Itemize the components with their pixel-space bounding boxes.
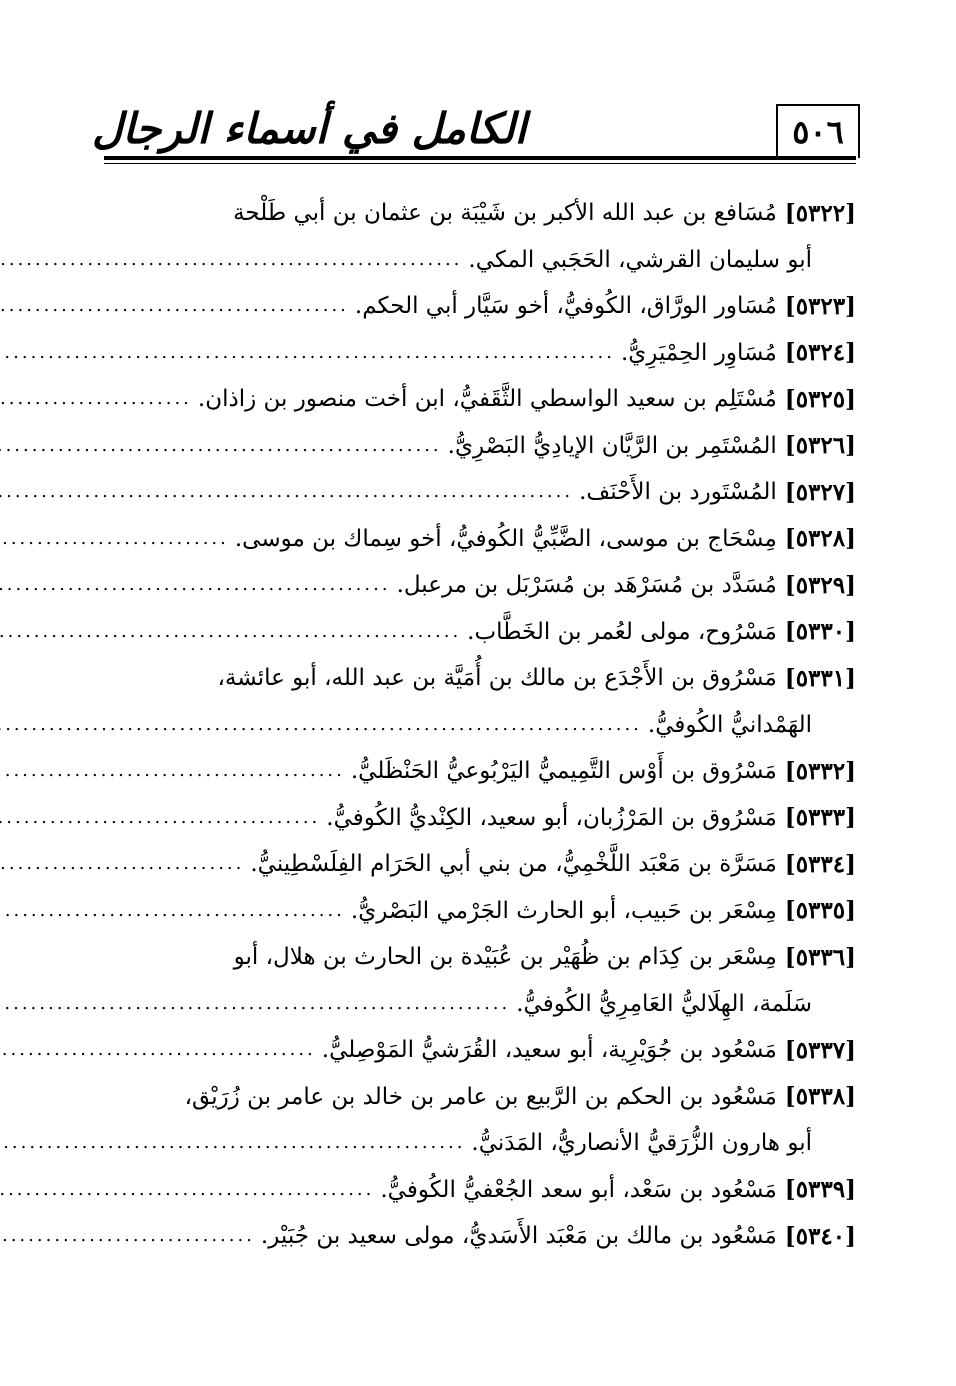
entry-line bbox=[104, 702, 856, 749]
entry-line bbox=[104, 562, 856, 609]
entry-line bbox=[104, 1167, 856, 1214]
entry-text: مِسْعَر بن حَبيب، أبو الحارث الجَرْمي البَصْريُّ. bbox=[350, 897, 777, 924]
entry-text: مُسَاوِر الحِمْيَرِيُّ. bbox=[620, 339, 777, 366]
entry-text: المُسْتَمِر بن الرَّيَّان الإيادِيُّ البَصْرِيُّ. bbox=[447, 432, 777, 459]
entry-text: مَسْعُود بن جُوَيْرِية، أبو سعيد، القُرَشيُّ المَوْصِليُّ. bbox=[321, 1037, 777, 1064]
leader-dots bbox=[0, 297, 349, 315]
entry-number: [٥٣٤٠] bbox=[784, 1222, 856, 1250]
leader-dots bbox=[0, 902, 345, 920]
leader-dots bbox=[0, 716, 642, 734]
leader-dots bbox=[0, 530, 229, 548]
entry-text: مَسْعُود بن سَعْد، أبو سعد الجُعْفيُّ الكُوفيُّ. bbox=[380, 1176, 777, 1203]
entry-number: [٥٣٣٤] bbox=[784, 850, 856, 878]
entry-line bbox=[104, 888, 856, 935]
entry-text: مَسَرَّة بن مَعْبَد اللَّخْمِيُّ، من بني أبي الحَرَام الفِلَسْطِينيُّ. bbox=[250, 851, 777, 878]
entry-number: [٥٣٢٨] bbox=[784, 525, 856, 553]
entry-line bbox=[104, 1213, 856, 1260]
page-number: ٥٠٦ bbox=[776, 104, 860, 158]
entry-text: أبو هارون الزُّرَقيُّ الأنصاريُّ، المَدَنيُّ. bbox=[471, 1130, 812, 1157]
entry-text: مَسْرُوق بن المَرْزُبان، أبو سعيد، الكِنْديُّ الكُوفيُّ. bbox=[326, 804, 777, 831]
entry-number: [٥٣٣٨] bbox=[784, 1083, 856, 1111]
entry-number: [٥٣٣٢] bbox=[784, 757, 856, 785]
entry-text: مِسْحَاج بن موسى، الضَّبِّيُّ الكُوفيُّ، أخو سِماك بن موسى. bbox=[234, 525, 777, 552]
entry-number: [٥٣٢٤] bbox=[784, 339, 856, 367]
entry-line bbox=[104, 609, 856, 656]
leader-dots bbox=[0, 623, 461, 641]
book-title: الكامل في أسماء الرجال bbox=[92, 104, 527, 153]
entry-line bbox=[104, 795, 856, 842]
entry-line bbox=[104, 841, 856, 888]
entry-number: [٥٣٢٧] bbox=[784, 478, 856, 506]
leader-dots bbox=[0, 576, 391, 594]
entry-text: مُسَدَّد بن مُسَرْهَد بن مُسَرْبَل بن مرعبل. bbox=[396, 572, 777, 599]
entry-line bbox=[104, 748, 856, 795]
entry-text: سَلَمة، الهِلَاليُّ العَامِرِيُّ الكُوفيُّ. bbox=[516, 990, 812, 1017]
entry-text: مُسَافع بن عبد الله الأكبر بن شَيْبَة بن عثمان بن أبي طَلْحة bbox=[233, 200, 777, 227]
entry-text: مِسْعَر بن كِدَام بن ظُهَيْر بن عُبَيْدة بن الحارث بن هلال، أبو bbox=[233, 944, 777, 971]
leader-dots bbox=[0, 437, 442, 455]
entry-line bbox=[104, 516, 856, 563]
entry-number: [٥٣٣١] bbox=[784, 664, 856, 692]
entry-text: مُسَاور الورَّاق، الكُوفيُّ، أخو سَيَّار أبي الحكم. bbox=[354, 293, 777, 320]
entry-line bbox=[104, 1074, 856, 1121]
entry-line bbox=[104, 283, 856, 330]
leader-dots bbox=[0, 995, 510, 1013]
entry-number: [٥٣٢٢] bbox=[784, 199, 856, 227]
entry-line bbox=[104, 376, 856, 423]
leader-dots bbox=[0, 762, 345, 780]
entry-number: [٥٣٢٩] bbox=[784, 571, 856, 599]
entries-list bbox=[104, 190, 856, 1260]
leader-dots bbox=[0, 251, 462, 269]
leader-dots bbox=[0, 1041, 316, 1059]
entry-line bbox=[104, 1027, 856, 1074]
entry-number: [٥٣٣٦] bbox=[784, 943, 856, 971]
entry-number: [٥٣٣٠] bbox=[784, 618, 856, 646]
entry-text: مَسْرُوق بن أَوْس التَّمِيميُّ اليَرْبُوعيُّ الحَنْظَليُّ. bbox=[350, 758, 777, 785]
leader-dots bbox=[0, 809, 320, 827]
entry-text: الهَمْدانيُّ الكُوفيُّ. bbox=[647, 711, 812, 738]
header-rule-thin bbox=[104, 163, 856, 164]
entry-number: [٥٣٢٦] bbox=[784, 432, 856, 460]
leader-dots bbox=[0, 483, 573, 501]
entry-text: مَسْعُود بن الحكم بن الرَّبيع بن عامر بن خالد بن عامر بن زُرَيْق، bbox=[184, 1083, 777, 1110]
entry-text: مَسْرُوح، مولى لعُمر بن الخَطَّاب. bbox=[467, 618, 777, 645]
entry-line bbox=[104, 934, 856, 981]
entry-line bbox=[104, 423, 856, 470]
entry-number: [٥٣٣٧] bbox=[784, 1036, 856, 1064]
leader-dots bbox=[0, 1134, 465, 1152]
entry-line bbox=[104, 1120, 856, 1167]
leader-dots bbox=[0, 855, 244, 873]
entry-text: مُسْتَلِم بن سعيد الواسطي الثَّقَفيُّ، ابن أخت منصور بن زاذان. bbox=[197, 386, 777, 413]
entry-number: [٥٣٢٣] bbox=[784, 292, 856, 320]
entry-line bbox=[104, 469, 856, 516]
leader-dots bbox=[0, 1227, 255, 1245]
entry-text: أبو سليمان القرشي، الحَجَبي المكي. bbox=[468, 246, 812, 273]
entry-text: مَسْرُوق بن الأَجْدَع بن مالك بن أُمَيَّة بن عبد الله، أبو عائشة، bbox=[217, 665, 777, 692]
entry-text: المُسْتَورد بن الأَحْنَف. bbox=[579, 479, 777, 506]
entry-line bbox=[104, 330, 856, 377]
leader-dots bbox=[0, 1181, 374, 1199]
entry-number: [٥٣٢٥] bbox=[784, 385, 856, 413]
entry-text: مَسْعُود بن مالك بن مَعْبَد الأَسَديُّ، مولى سعيد بن جُبَيْر. bbox=[260, 1223, 777, 1250]
entry-line bbox=[104, 655, 856, 702]
entry-line bbox=[104, 190, 856, 237]
entry-number: [٥٣٣٩] bbox=[784, 1176, 856, 1204]
entry-line bbox=[104, 981, 856, 1028]
entry-line bbox=[104, 237, 856, 284]
leader-dots bbox=[0, 344, 615, 362]
entry-number: [٥٣٣٣] bbox=[784, 804, 856, 832]
header-rule bbox=[104, 156, 856, 160]
entry-number: [٥٣٣٥] bbox=[784, 897, 856, 925]
leader-dots bbox=[0, 390, 192, 408]
